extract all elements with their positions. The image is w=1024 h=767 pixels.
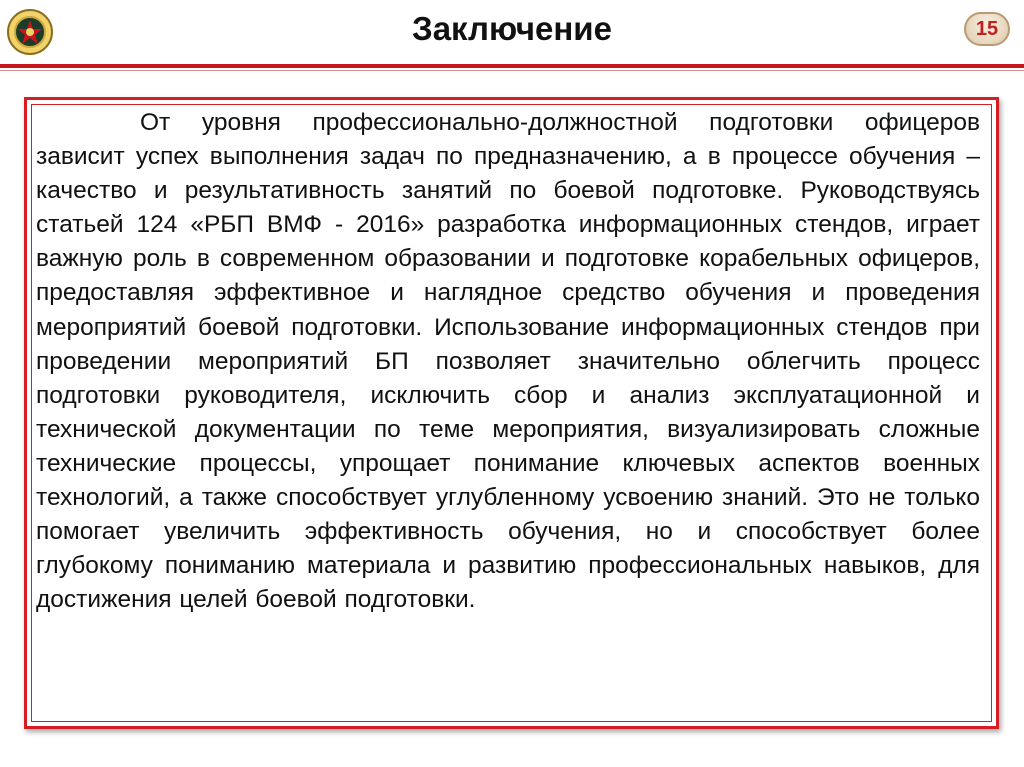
page-number-badge: 15	[964, 12, 1010, 46]
header-divider-thin	[0, 70, 1024, 71]
slide-title: Заключение	[412, 10, 612, 47]
header-divider	[0, 64, 1024, 68]
conclusion-paragraph: От уровня профессионально-должностной подготовки офицеров зависит успех выполнения задач по предназначению, а в процессе обучения – качество и результативность занятий по боевой подготовке. Руководствуясь статьей 124 «РБП ВМФ - 2016» разработка информационных стендов, играет важную роль в современном образовании и подготовке корабельных офицеров, предоставляя эффективное и наглядное средство обучения и проведения мероприятий боевой подготовки. Использование информационных стендов при проведении мероприятий БП позволяет значительно облегчить процесс подготовки руководителя, исключить сбор и анализ эксплуатационной и технической документации по теме мероприятия, визуализировать сложные технические процессы, упрощает понимание ключевых аспектов военных технологий, а также способствует углубленному усвоению знаний. Это не только помогает увеличить эффективность обучения, но и способствует более глубокому пониманию материала и развитию профессиональных навыков, для достижения целей боевой подготовки.	[36, 109, 980, 614]
slide-header	[0, 0, 1024, 68]
